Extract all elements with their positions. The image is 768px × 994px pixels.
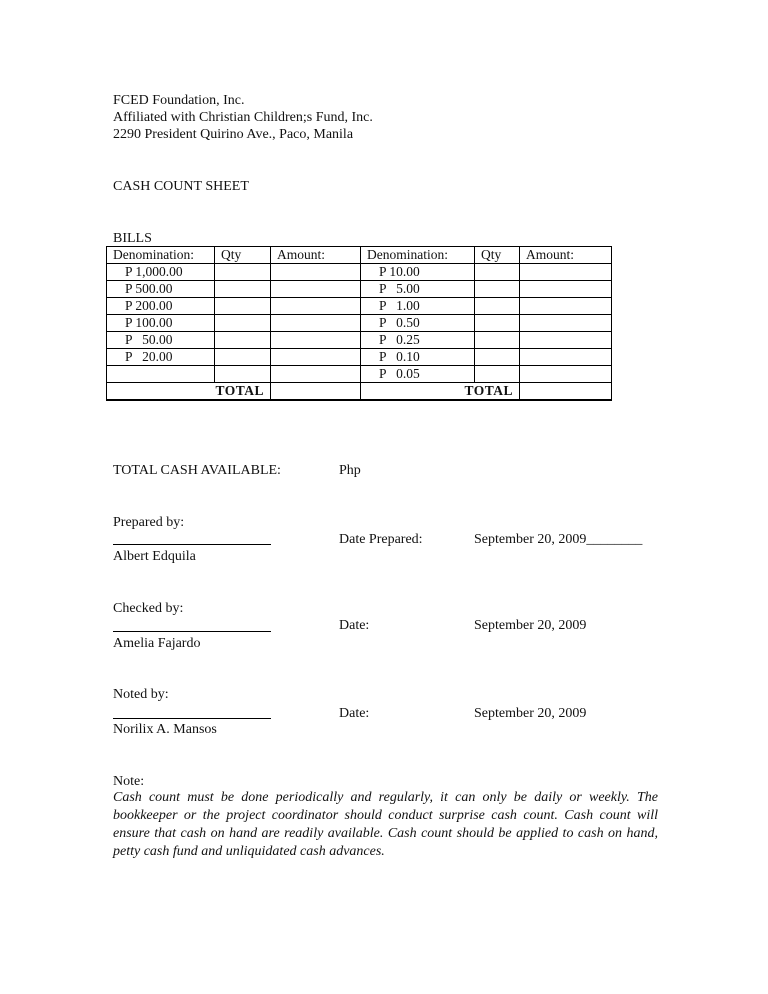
- amount-cell[interactable]: [271, 298, 361, 315]
- header-qty-right: Qty: [475, 247, 520, 264]
- denomination-cell: P 5.00: [361, 281, 475, 298]
- amount-cell[interactable]: [271, 349, 361, 366]
- qty-cell[interactable]: [475, 315, 520, 332]
- table-row: [107, 349, 612, 366]
- date-prepared-label: Date Prepared:: [339, 532, 423, 547]
- denomination-cell: P 1.00: [361, 298, 475, 315]
- table-row: [107, 332, 612, 349]
- sheet-title: CASH COUNT SHEET: [113, 179, 249, 194]
- header-denomination-right: Denomination:: [361, 247, 475, 264]
- qty-cell[interactable]: [475, 264, 520, 281]
- table-row: [107, 366, 612, 383]
- table-row: [107, 281, 612, 298]
- date-prepared-value: September 20, 2009________: [474, 532, 643, 547]
- qty-cell[interactable]: [215, 281, 271, 298]
- denomination-cell: P 50.00: [107, 332, 215, 349]
- qty-cell[interactable]: [475, 281, 520, 298]
- amount-cell[interactable]: [520, 264, 612, 281]
- noted-date-value: September 20, 2009: [474, 706, 587, 721]
- total-amount-left[interactable]: [271, 383, 361, 401]
- denomination-cell: P 1,000.00: [107, 264, 215, 281]
- total-cash-label: TOTAL CASH AVAILABLE:: [113, 463, 281, 478]
- noted-by-name: Norilix A. Mansos: [113, 722, 217, 737]
- amount-cell[interactable]: [520, 366, 612, 383]
- checked-signature-line[interactable]: [113, 631, 271, 632]
- noted-signature-line[interactable]: [113, 718, 271, 719]
- denomination-cell: P 20.00: [107, 349, 215, 366]
- denomination-cell: P 10.00: [361, 264, 475, 281]
- qty-cell[interactable]: [475, 332, 520, 349]
- header-amount-right: Amount:: [520, 247, 612, 264]
- denomination-cell: P 0.50: [361, 315, 475, 332]
- amount-cell[interactable]: [271, 281, 361, 298]
- header-amount-left: Amount:: [271, 247, 361, 264]
- qty-cell[interactable]: [215, 366, 271, 383]
- total-row: [107, 383, 612, 401]
- noted-by-label: Noted by:: [113, 687, 169, 702]
- denomination-cell: P 0.25: [361, 332, 475, 349]
- affiliation: Affiliated with Christian Children;s Fund, Inc.: [113, 110, 373, 125]
- checked-date-value: September 20, 2009: [474, 618, 587, 633]
- amount-cell[interactable]: [520, 332, 612, 349]
- total-label-left: TOTAL: [107, 383, 271, 401]
- denomination-cell: P 0.10: [361, 349, 475, 366]
- checked-date-label: Date:: [339, 618, 370, 633]
- qty-cell[interactable]: [475, 298, 520, 315]
- amount-cell[interactable]: [271, 332, 361, 349]
- org-name: FCED Foundation, Inc.: [113, 93, 245, 108]
- total-cash-currency: Php: [339, 463, 361, 478]
- amount-cell[interactable]: [520, 281, 612, 298]
- qty-cell[interactable]: [475, 366, 520, 383]
- total-label-right: TOTAL: [361, 383, 520, 401]
- checked-by-name: Amelia Fajardo: [113, 636, 201, 651]
- denomination-cell: [107, 366, 215, 383]
- denomination-cell: P 100.00: [107, 315, 215, 332]
- table-row: [107, 315, 612, 332]
- checked-by-label: Checked by:: [113, 601, 184, 616]
- note-text: Cash count must be done periodically and regularly, it can only be daily or weekly. The bookkeeper or the project coordinator should conduct surprise cash count. Cash count will ensure that cash on hand are readily available. Cash count should be applied to cash on hand, petty cash fund and unliquidated cash advances.: [113, 790, 658, 859]
- qty-cell[interactable]: [215, 315, 271, 332]
- note-label: Note:: [113, 774, 145, 789]
- prepared-by-name: Albert Edquila: [113, 549, 196, 564]
- noted-date-label: Date:: [339, 706, 370, 721]
- amount-cell[interactable]: [520, 315, 612, 332]
- amount-cell[interactable]: [271, 264, 361, 281]
- denomination-cell: P 200.00: [107, 298, 215, 315]
- amount-cell[interactable]: [271, 315, 361, 332]
- qty-cell[interactable]: [475, 349, 520, 366]
- prepared-signature-line[interactable]: [113, 544, 271, 545]
- total-amount-right[interactable]: [520, 383, 612, 401]
- prepared-by-label: Prepared by:: [113, 515, 185, 530]
- table-row: [107, 264, 612, 281]
- qty-cell[interactable]: [215, 349, 271, 366]
- qty-cell[interactable]: [215, 332, 271, 349]
- amount-cell[interactable]: [520, 349, 612, 366]
- header-qty-left: Qty: [215, 247, 271, 264]
- qty-cell[interactable]: [215, 298, 271, 315]
- table-header-row: [107, 247, 612, 264]
- denomination-cell: P 500.00: [107, 281, 215, 298]
- amount-cell[interactable]: [520, 298, 612, 315]
- cash-count-table: [106, 246, 612, 401]
- amount-cell[interactable]: [271, 366, 361, 383]
- denomination-cell: P 0.05: [361, 366, 475, 383]
- address: 2290 President Quirino Ave., Paco, Manila: [113, 127, 354, 142]
- header-denomination-left: Denomination:: [107, 247, 215, 264]
- bills-label: BILLS: [113, 231, 152, 246]
- qty-cell[interactable]: [215, 264, 271, 281]
- table-row: [107, 298, 612, 315]
